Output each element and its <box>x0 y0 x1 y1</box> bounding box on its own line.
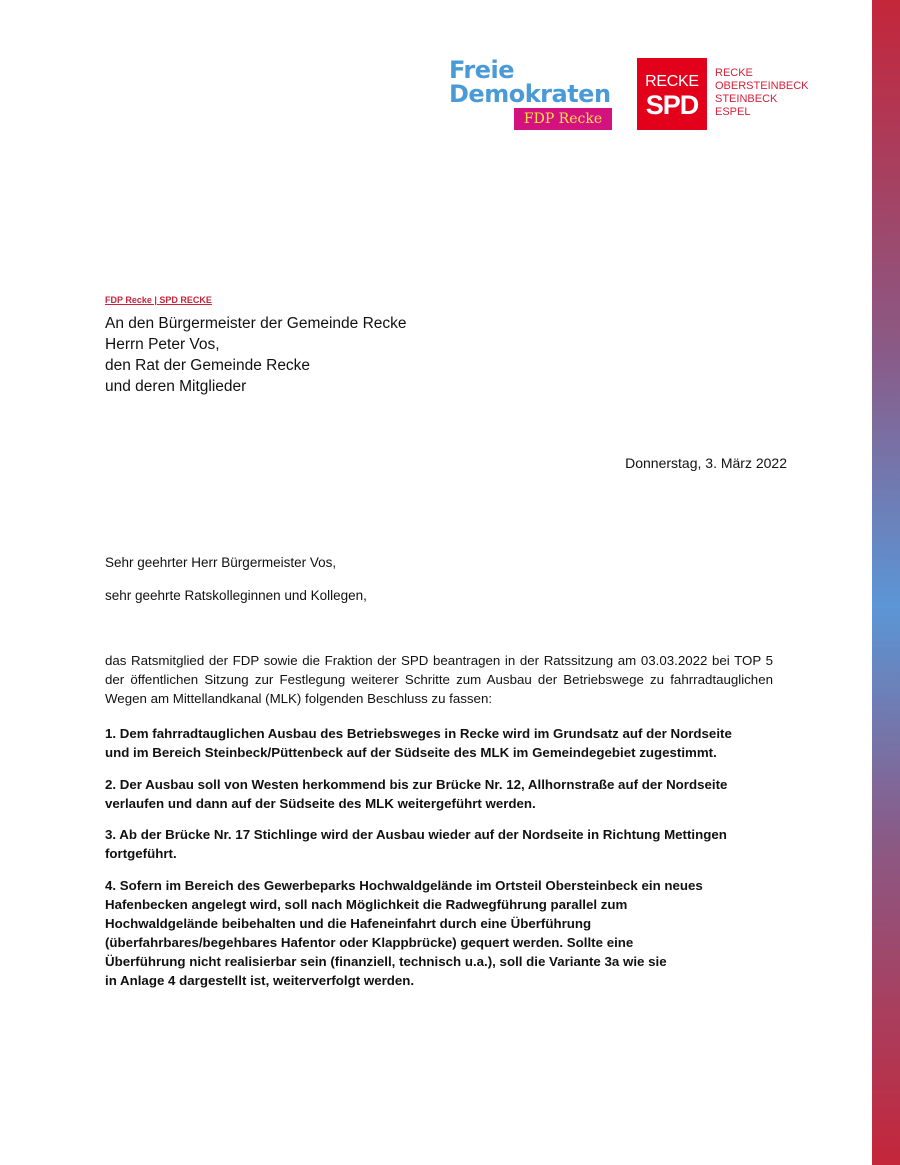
item-line: 4. Sofern im Bereich des Gewerbeparks Hochwaldgelände im Ortsteil Obersteinbeck ein neues <box>105 878 703 893</box>
address-line: An den Bürgermeister der Gemeinde Recke <box>105 315 407 332</box>
sender-line: FDP Recke | SPD RECKE <box>105 295 212 305</box>
spd-place: STEINBECK <box>715 93 778 105</box>
salutation-council: sehr geehrte Ratskolleginnen und Kollegen, <box>105 588 367 603</box>
item-line: 2. Der Ausbau soll von Westen herkommend bis zur Brücke Nr. 12, Allhornstraße auf der Nordseite <box>105 777 728 792</box>
fdp-logo-line-2: Demokraten <box>449 80 611 108</box>
spd-place: ESPEL <box>715 106 751 118</box>
fdp-logo <box>449 58 614 132</box>
salutation-mayor: Sehr geehrter Herr Bürgermeister Vos, <box>105 555 337 570</box>
spd-places-list <box>715 67 809 119</box>
spd-logo <box>637 58 707 130</box>
spd-logo-word: SPD <box>645 90 699 120</box>
item-line: 1. Dem fahrradtauglichen Ausbau des Betriebsweges in Recke wird im Grundsatz auf der Nordseite <box>105 726 732 741</box>
address-line: und deren Mitglieder <box>105 378 247 395</box>
letter-date: Donnerstag, 3. März 2022 <box>625 455 787 471</box>
fdp-logo-badge: FDP Recke <box>514 108 612 130</box>
item-line: 3. Ab der Brücke Nr. 17 Stichlinge wird der Ausbau wieder auf der Nordseite in Richtung Mettingen <box>105 827 727 842</box>
item-line: und im Bereich Steinbeck/Püttenbeck auf der Südseite des MLK im Gemeindegebiet zugestimmt. <box>105 745 717 760</box>
decorative-side-stripe <box>872 0 900 1165</box>
address-line: Herrn Peter Vos, <box>105 336 220 353</box>
item-line: Hochwaldgelände beibehalten und die Hafeneinfahrt durch eine Überführung <box>105 916 592 931</box>
item-line: Hafenbecken angelegt wird, soll nach Möglichkeit die Radwegführung parallel zum <box>105 897 628 912</box>
resolution-item-3 <box>105 825 785 863</box>
recipient-address <box>105 313 407 397</box>
item-line: fortgeführt. <box>105 846 177 861</box>
item-line: in Anlage 4 dargestellt ist, weiterverfolgt werden. <box>105 973 415 988</box>
item-line: verlaufen und dann auf der Südseite des MLK weitergeführt werden. <box>105 796 536 811</box>
intro-paragraph: das Ratsmitglied der FDP sowie die Fraktion der SPD beantragen in der Ratssitzung am 03.03.2022 bei TOP 5 der öffentlichen Sitzung zur Festlegung weiterer Schritte zum Ausbau der Betriebswege zu fahrradtauglichen Wegen am Mittellandkanal (MLK) folgenden Beschluss zu fassen: <box>105 653 773 706</box>
resolution-item-2 <box>105 775 785 813</box>
resolution-item-4 <box>105 876 785 990</box>
resolution-item-1 <box>105 724 785 762</box>
item-line: (überfahrbares/begehbares Hafentor oder Klappbrücke) gequert werden. Sollte eine <box>105 935 634 950</box>
item-line: Überführung nicht realisierbar sein (finanziell, technisch u.a.), soll die Variante 3a wie sie <box>105 954 667 969</box>
spd-place: OBERSTEINBECK <box>715 80 809 92</box>
fdp-logo-line-1: Freie <box>449 56 514 84</box>
spd-place: RECKE <box>715 67 753 79</box>
spd-logo-recke: RECKE <box>645 73 699 90</box>
address-line: den Rat der Gemeinde Recke <box>105 357 311 374</box>
